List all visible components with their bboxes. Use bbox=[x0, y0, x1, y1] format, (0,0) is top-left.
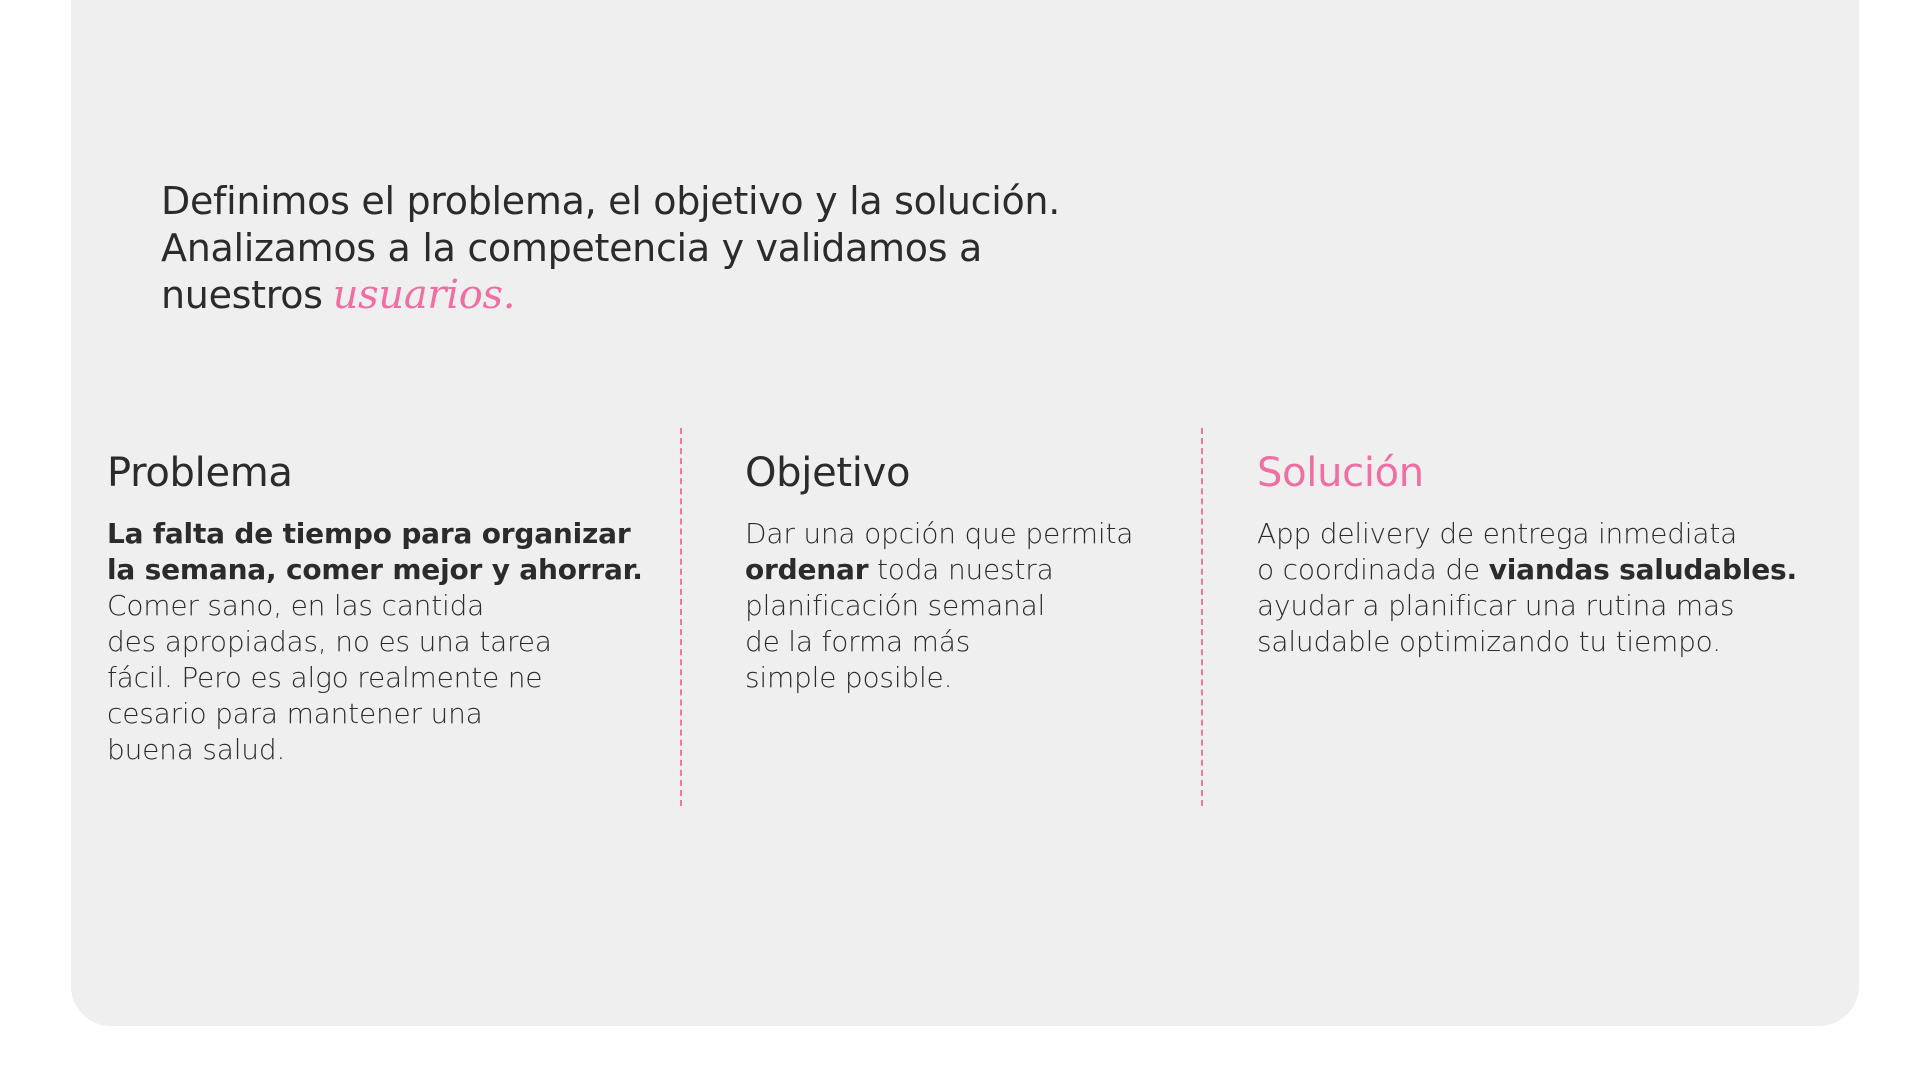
objective-column bbox=[745, 448, 1215, 696]
problem-bold-line-2: la semana, comer mejor y ahorrar. bbox=[107, 553, 643, 586]
solution-column bbox=[1257, 448, 1847, 660]
objective-line-3: planificación semanal bbox=[745, 589, 1046, 622]
objective-text bbox=[745, 516, 1215, 696]
problem-column bbox=[107, 448, 667, 768]
column-divider-2 bbox=[1201, 428, 1203, 806]
solution-text bbox=[1257, 516, 1847, 660]
intro-heading bbox=[161, 178, 1261, 319]
objective-line-2-rest: toda nuestra bbox=[868, 553, 1054, 586]
intro-line-3-text: nuestros bbox=[161, 273, 323, 317]
solution-title: Solución bbox=[1257, 450, 1424, 496]
problem-bold-line-1: La falta de tiempo para organizar bbox=[107, 517, 631, 550]
objective-bold-word: ordenar bbox=[745, 553, 869, 586]
intro-line-1: Definimos el problema, el objetivo y la solución. bbox=[161, 179, 1060, 223]
objective-line-4: de la forma más bbox=[745, 625, 971, 658]
problem-line-3: Comer sano, en las cantida bbox=[107, 589, 485, 622]
problem-title: Problema bbox=[107, 450, 293, 496]
problem-line-7: buena salud. bbox=[107, 733, 286, 766]
intro-accent-word: usuarios. bbox=[332, 272, 516, 318]
problem-text bbox=[107, 516, 667, 768]
column-divider-1 bbox=[680, 428, 682, 806]
solution-line-2-plain: o coordinada de bbox=[1257, 553, 1489, 586]
objective-title: Objetivo bbox=[745, 450, 911, 496]
objective-line-5: simple posible. bbox=[745, 661, 953, 694]
objective-line-1: Dar una opción que permita bbox=[745, 517, 1134, 550]
solution-bold-phrase: viandas saludables. bbox=[1488, 553, 1797, 586]
solution-line-4: saludable optimizando tu tiempo. bbox=[1257, 625, 1721, 658]
intro-line-3 bbox=[161, 272, 1261, 319]
problem-line-5: fácil. Pero es algo realmente ne bbox=[107, 661, 543, 694]
problem-line-6: cesario para mantener una bbox=[107, 697, 483, 730]
problem-line-4: des apropiadas, no es una tarea bbox=[107, 625, 552, 658]
solution-line-3: ayudar a planificar una rutina mas bbox=[1257, 589, 1735, 622]
solution-line-1: App delivery de entrega inmediata bbox=[1257, 517, 1738, 550]
intro-line-2: Analizamos a la competencia y validamos a bbox=[161, 226, 982, 270]
